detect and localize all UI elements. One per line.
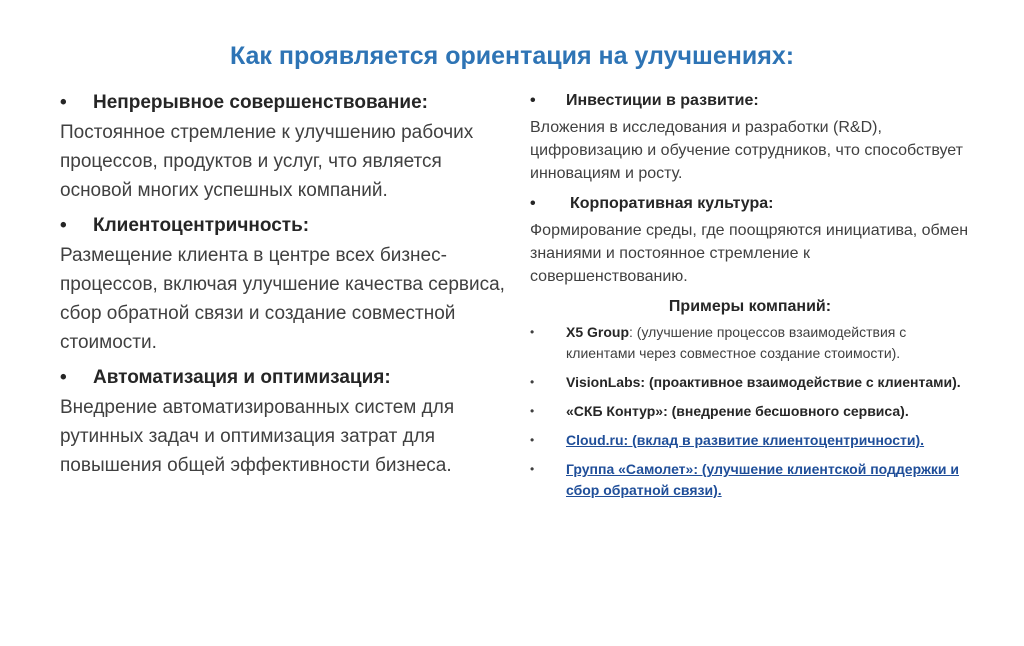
left-column bbox=[60, 92, 510, 490]
section-heading bbox=[60, 215, 510, 237]
example-item bbox=[530, 372, 970, 393]
section-body: Формирование среды, где поощряются инициатива, обмен знаниями и постоянное стремление к совершенствованию. bbox=[530, 222, 969, 285]
section-heading bbox=[60, 367, 510, 389]
page-title: Как проявляется ориентация на улучшениях: bbox=[229, 42, 795, 70]
right-column bbox=[530, 92, 970, 509]
bullet: • bbox=[530, 375, 535, 389]
heading-text: Инвестиции в развитие: bbox=[566, 92, 759, 109]
example-item bbox=[530, 430, 970, 451]
section-heading bbox=[60, 92, 510, 114]
section-body: Размещение клиента в центре всех бизнес-процессов, включая улучшение качества сервиса, сбор обратной связи и создание совместной стоимости. bbox=[60, 245, 505, 353]
section-body: Постоянное стремление к улучшению рабочих процессов, продуктов и услуг, что является основой многих успешных компаний. bbox=[60, 122, 474, 201]
company-name: X5 Group bbox=[566, 324, 630, 340]
bullet: • bbox=[530, 195, 536, 212]
section-body: Вложения в исследования и разработки (R&D), цифровизацию и обучение сотрудников, что способствует инновациям и росту. bbox=[530, 119, 963, 182]
bullet: • bbox=[60, 215, 67, 236]
bullet: • bbox=[530, 404, 535, 418]
bullet: • bbox=[60, 367, 67, 388]
example-link[interactable]: Группа «Самолет»: (улучшение клиентской поддержки и сбор обратной связи). bbox=[566, 461, 959, 498]
company-name: «СКБ Контур»: (внедрение бесшовного сервиса). bbox=[566, 403, 909, 419]
heading-text: Непрерывное совершенствование: bbox=[93, 92, 428, 113]
heading-text: Корпоративная культура: bbox=[570, 195, 774, 212]
example-desc: : (улучшение процессов взаимодействия с клиентами через совместное создание стоимости). bbox=[566, 324, 907, 361]
section-heading bbox=[530, 195, 970, 213]
section-heading bbox=[530, 92, 970, 110]
bullet: • bbox=[530, 92, 536, 109]
heading-text: Автоматизация и оптимизация: bbox=[93, 367, 391, 388]
bullet: • bbox=[60, 92, 67, 113]
bullet: • bbox=[530, 325, 535, 339]
bullet: • bbox=[530, 433, 535, 447]
section-body: Внедрение автоматизированных систем для рутинных задач и оптимизация затрат для повышения общей эффективности бизнеса. bbox=[60, 397, 455, 476]
examples-title: Примеры компаний: bbox=[668, 298, 832, 315]
company-name: VisionLabs: (проактивное взаимодействие с клиентами). bbox=[566, 374, 961, 390]
heading-text: Клиентоцентричность: bbox=[93, 215, 310, 236]
example-item bbox=[530, 322, 970, 364]
example-link[interactable]: Cloud.ru: (вклад в развитие клиентоцентричности). bbox=[566, 432, 925, 448]
example-item bbox=[530, 401, 970, 422]
bullet: • bbox=[530, 462, 535, 476]
example-item bbox=[530, 459, 970, 501]
